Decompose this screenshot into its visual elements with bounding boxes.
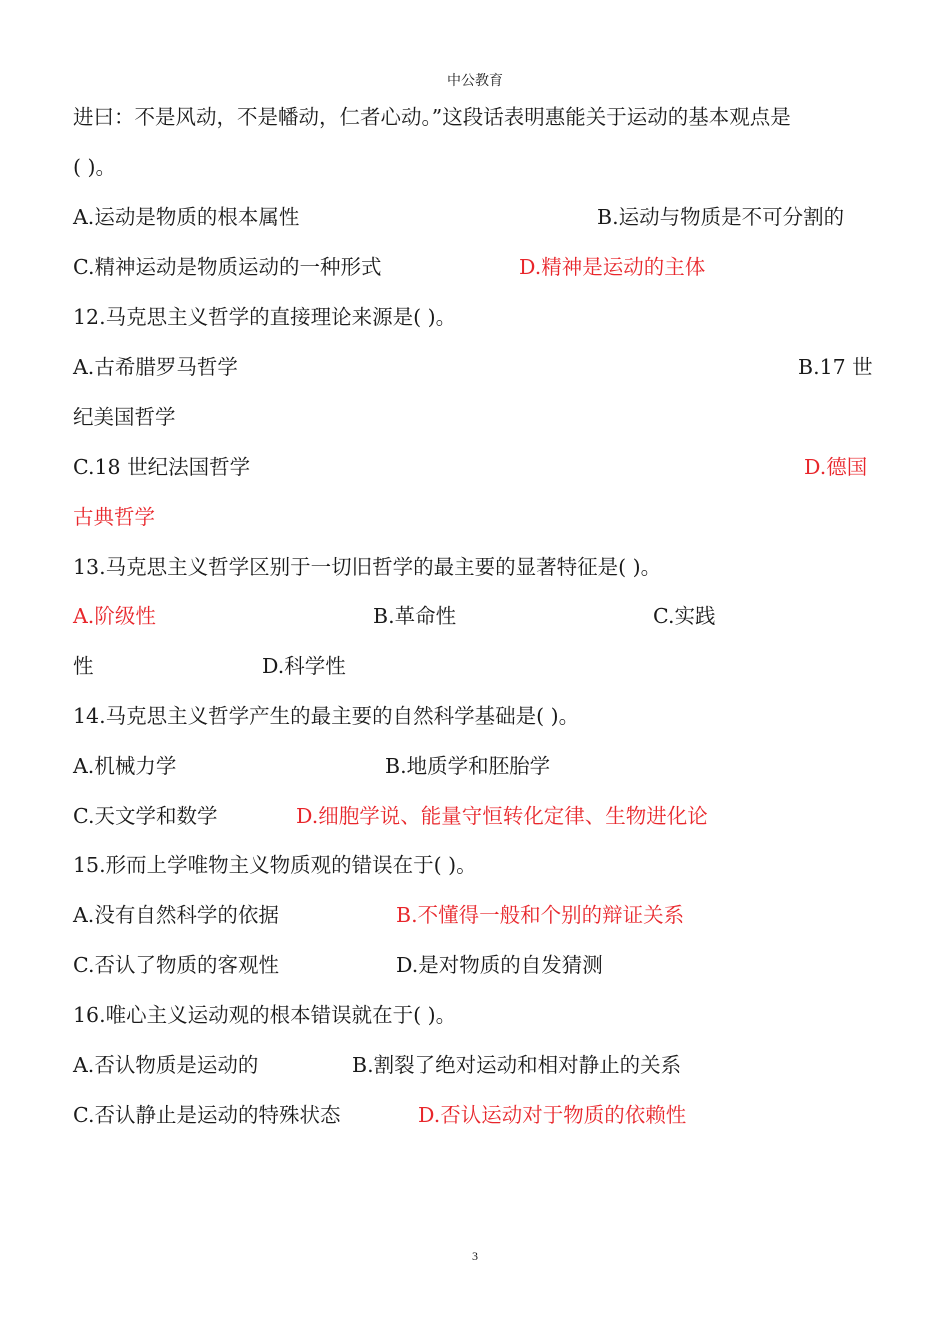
q11-option-c: C.精神运动是物质运动的一种形式 (73, 255, 382, 279)
q11-option-b: B.运动与物质是不可分割的 (597, 205, 845, 229)
q12-option-c: C.18 世纪法国哲学 (73, 455, 251, 479)
q15-option-c: C.否认了物质的客观性 (73, 953, 279, 977)
q13-option-c-wrap: 性 (73, 654, 94, 678)
q13-option-b: B.革命性 (373, 604, 457, 628)
q13-option-d: D.科学性 (262, 654, 346, 678)
q16-option-c: C.否认静止是运动的特殊状态 (73, 1103, 341, 1127)
q12-option-a: A.古希腊罗马哲学 (73, 355, 238, 379)
q14-stem: 14.马克思主义哲学产生的最主要的自然科学基础是( )。 (73, 704, 580, 728)
q12-option-b-wrap: 纪美国哲学 (73, 405, 176, 429)
page-number: 3 (472, 1249, 478, 1263)
q12-option-d-correct-wrap: 古典哲学 (73, 505, 155, 529)
q14-option-b: B.地质学和胚胎学 (385, 754, 551, 778)
q16-stem: 16.唯心主义运动观的根本错误就在于( )。 (73, 1003, 457, 1027)
q15-stem: 15.形而上学唯物主义物质观的错误在于( )。 (73, 853, 477, 877)
q15-option-d: D.是对物质的自发猜测 (396, 953, 603, 977)
q14-option-a: A.机械力学 (73, 754, 177, 778)
q12-option-b: B.17 世 (798, 355, 873, 379)
q11-option-d-correct: D.精神是运动的主体 (519, 255, 706, 279)
q12-stem: 12.马克思主义哲学的直接理论来源是( )。 (73, 305, 457, 329)
q13-option-a-correct: A.阶级性 (73, 604, 156, 628)
q12-option-d-correct: D.德国 (804, 455, 868, 479)
q14-option-c: C.天文学和数学 (73, 804, 218, 828)
q14-option-d-correct: D.细胞学说、能量守恒转化定律、生物进化论 (296, 804, 708, 828)
q13-stem: 13.马克思主义哲学区别于一切旧哲学的最主要的显著特征是( )。 (73, 555, 662, 579)
page-header: 中公教育 (447, 73, 503, 89)
q16-option-d-correct: D.否认运动对于物质的依赖性 (418, 1103, 687, 1127)
q11-option-a: A.运动是物质的根本属性 (73, 205, 300, 229)
q15-option-b-correct: B.不懂得一般和个别的辩证关系 (396, 903, 685, 927)
q11-answer-blank: ( )。 (73, 155, 117, 179)
q15-option-a: A.没有自然科学的依据 (73, 903, 279, 927)
q16-option-a: A.否认物质是运动的 (73, 1053, 259, 1077)
q13-option-c: C.实践 (653, 604, 716, 628)
q16-option-b: B.割裂了绝对运动和相对静止的关系 (352, 1053, 682, 1077)
q11-stem-continuation: 进曰：不是风动，不是幡动，仁者心动。”这段话表明惠能关于运动的基本观点是 (73, 105, 791, 129)
